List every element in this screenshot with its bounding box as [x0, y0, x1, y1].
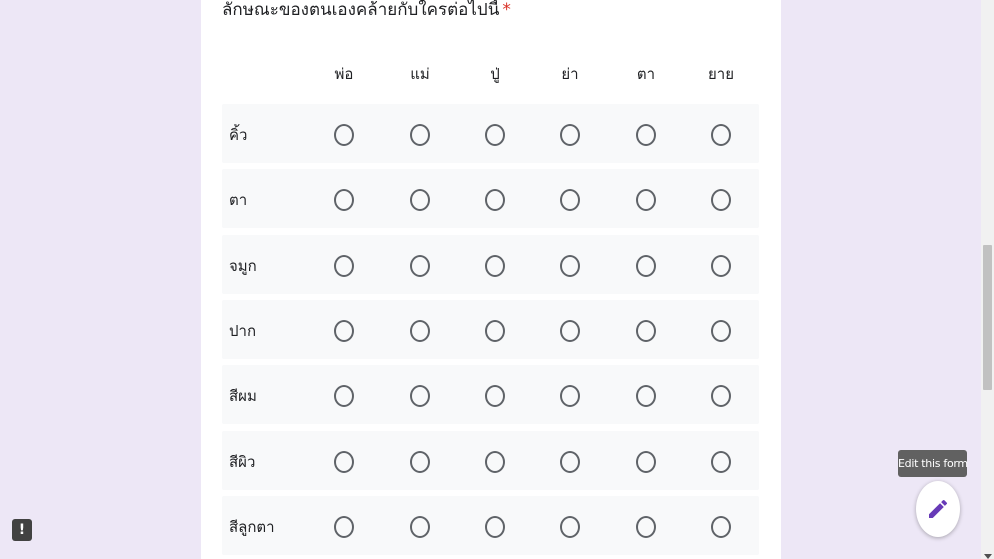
row-label: จมูก [229, 257, 257, 275]
radio-button[interactable] [410, 255, 430, 277]
row-label: คิ้ว [229, 126, 248, 144]
grid-row [222, 431, 759, 490]
question-title [222, 0, 511, 23]
row-label: ปาก [229, 322, 257, 340]
radio-button[interactable] [560, 255, 580, 277]
radio-button[interactable] [636, 320, 656, 342]
radio-button[interactable] [334, 451, 354, 473]
report-problem-icon[interactable]: ! [12, 519, 32, 541]
radio-button[interactable] [636, 385, 656, 407]
column-header: ยาย [707, 65, 734, 83]
question-title-text: ลักษณะของตนเองคล้ายกับใครต่อไปนี้ [222, 0, 500, 20]
radio-button[interactable] [560, 189, 580, 211]
radio-button[interactable] [636, 516, 656, 538]
radio-button[interactable] [711, 385, 731, 407]
column-header: แม่ [410, 65, 430, 83]
radio-button[interactable] [636, 189, 656, 211]
radio-button[interactable] [711, 189, 731, 211]
column-header: พ่อ [334, 65, 354, 83]
radio-button[interactable] [334, 124, 354, 146]
radio-button[interactable] [410, 189, 430, 211]
grid-row [222, 365, 759, 424]
radio-button[interactable] [334, 385, 354, 407]
row-label: สีลูกตา [229, 518, 275, 536]
radio-button[interactable] [334, 255, 354, 277]
required-asterisk: * [502, 0, 511, 20]
radio-button[interactable] [636, 255, 656, 277]
radio-button[interactable] [636, 451, 656, 473]
grid-row [222, 235, 759, 294]
radio-button[interactable] [711, 516, 731, 538]
grid-row [222, 169, 759, 228]
column-header: ย่า [561, 65, 579, 83]
radio-button[interactable] [560, 385, 580, 407]
scrollbar[interactable] [981, 0, 994, 559]
radio-button[interactable] [711, 320, 731, 342]
row-label: สีผิว [229, 453, 256, 471]
radio-button[interactable] [410, 385, 430, 407]
edit-form-tooltip: Edit this form [898, 450, 967, 477]
radio-button[interactable] [334, 189, 354, 211]
edit-form-button[interactable] [916, 481, 960, 537]
scroll-down-arrow-icon[interactable] [984, 554, 992, 559]
grid-row [222, 104, 759, 163]
radio-button[interactable] [711, 255, 731, 277]
grid-row [222, 496, 759, 555]
radio-button[interactable] [410, 451, 430, 473]
grid-row [222, 300, 759, 359]
row-label: ตา [229, 191, 248, 209]
column-header: ปู่ [490, 65, 500, 83]
radio-button[interactable] [636, 124, 656, 146]
radio-button[interactable] [485, 385, 505, 407]
radio-button[interactable] [560, 124, 580, 146]
radio-button[interactable] [485, 451, 505, 473]
radio-button[interactable] [711, 451, 731, 473]
radio-button[interactable] [485, 189, 505, 211]
radio-button[interactable] [711, 124, 731, 146]
radio-button[interactable] [334, 516, 354, 538]
row-label: สีผม [229, 387, 257, 405]
radio-button[interactable] [334, 320, 354, 342]
radio-button[interactable] [485, 255, 505, 277]
radio-button[interactable] [485, 320, 505, 342]
pencil-icon [926, 497, 950, 521]
column-header: ตา [636, 65, 656, 83]
radio-button[interactable] [410, 124, 430, 146]
scrollbar-thumb[interactable] [983, 245, 992, 390]
radio-button[interactable] [485, 516, 505, 538]
radio-button[interactable] [410, 516, 430, 538]
radio-button[interactable] [560, 451, 580, 473]
radio-button[interactable] [410, 320, 430, 342]
radio-button[interactable] [560, 320, 580, 342]
radio-button[interactable] [485, 124, 505, 146]
radio-button[interactable] [560, 516, 580, 538]
